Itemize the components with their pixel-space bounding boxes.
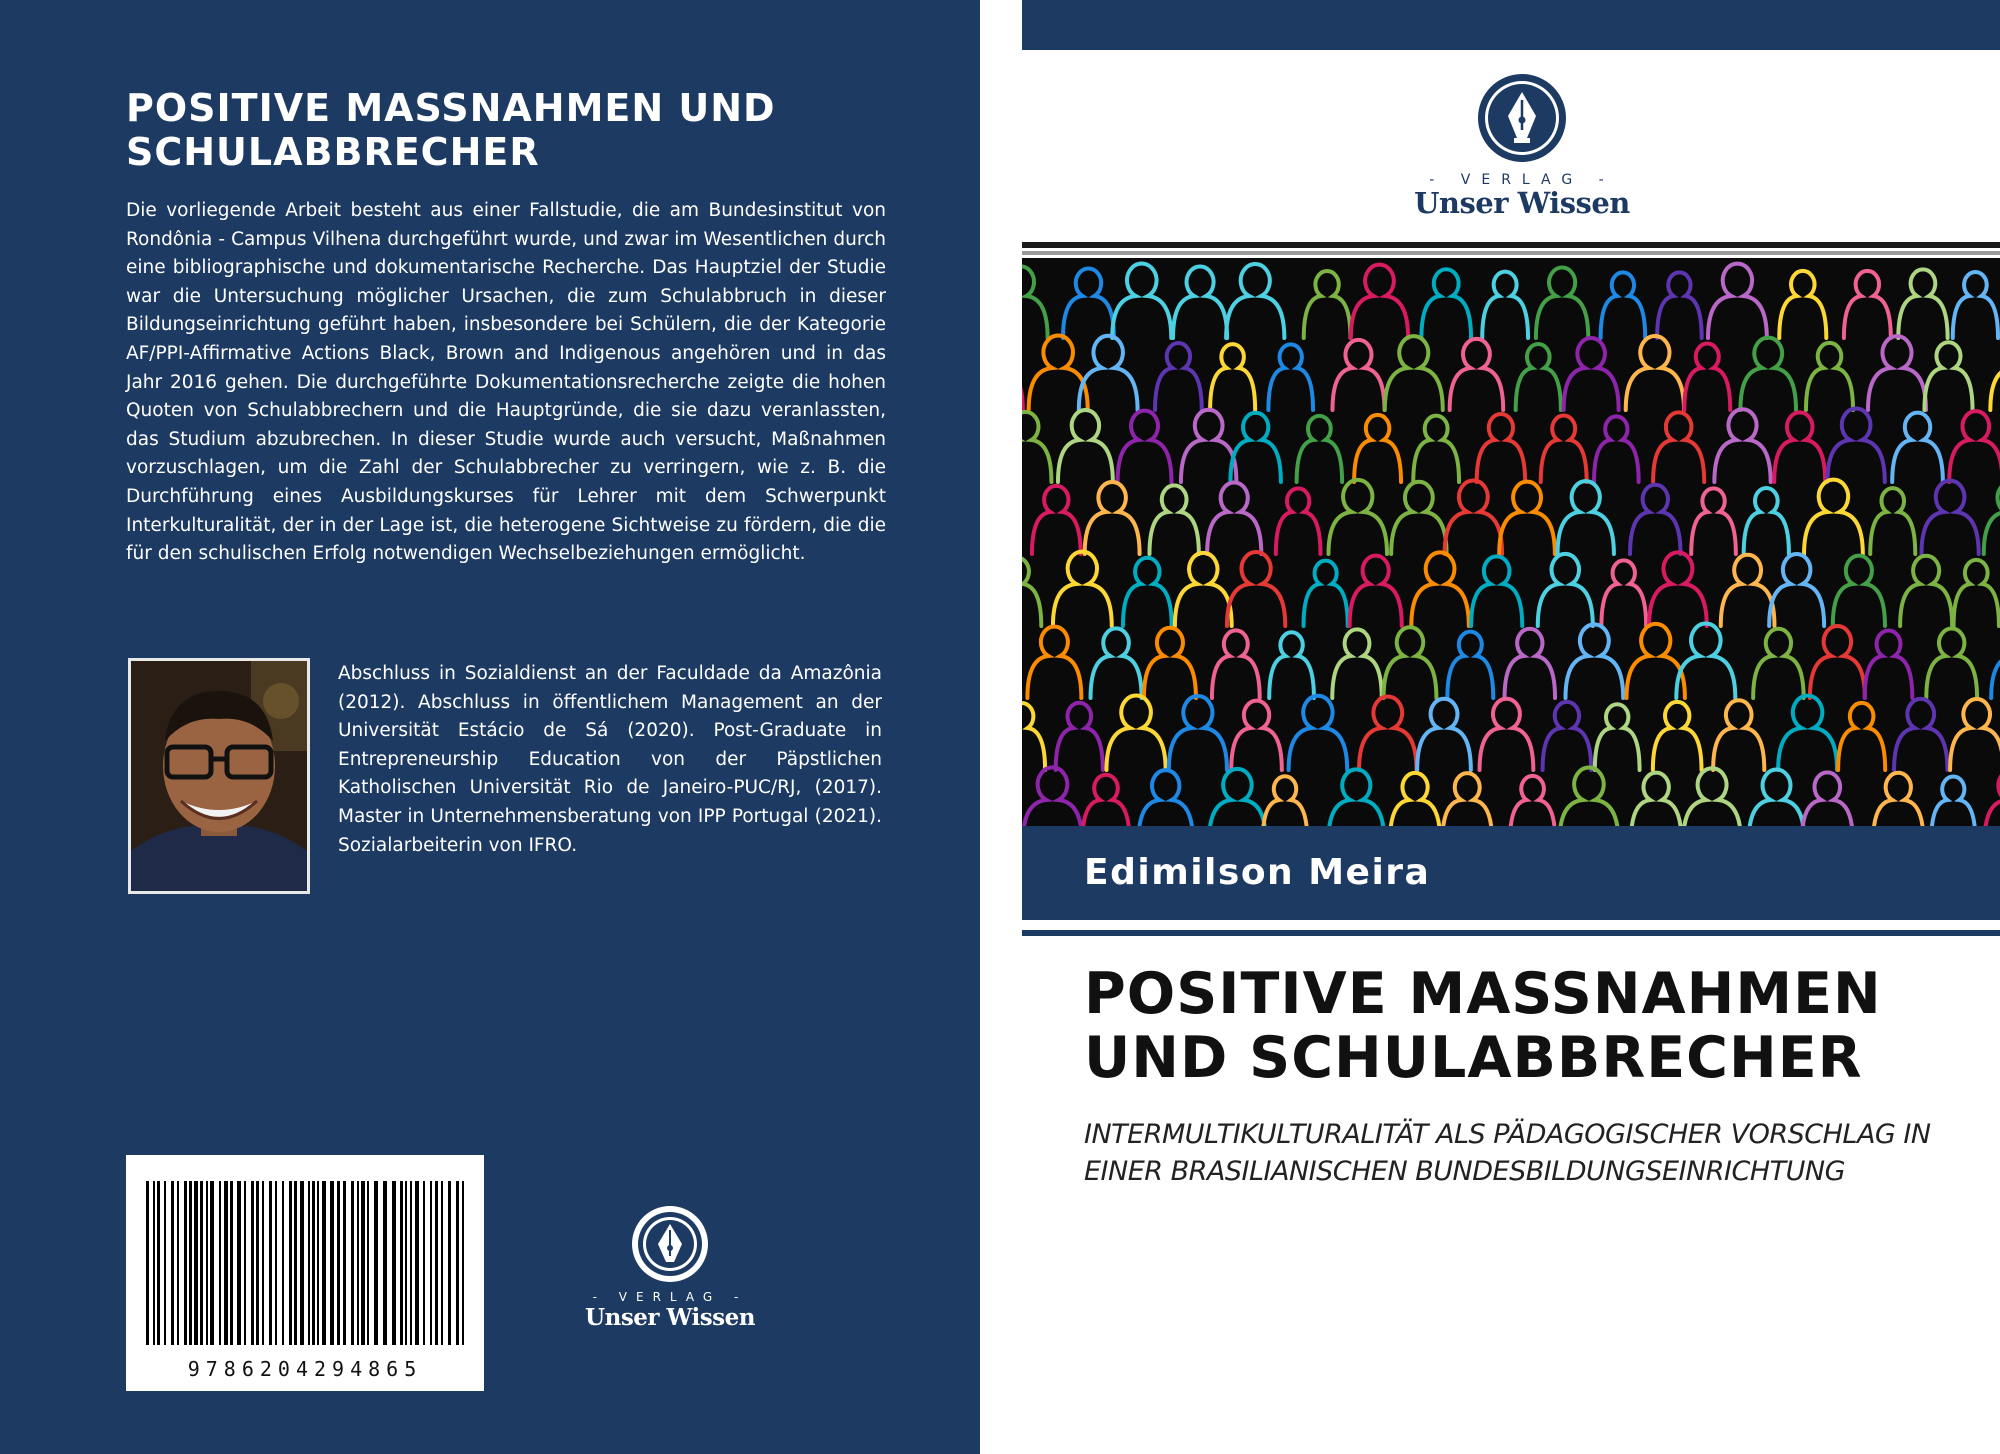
spine (980, 0, 1022, 1454)
crowd-illustration (1022, 258, 2000, 826)
author-bio-text: Abschluss in Sozialdienst an der Faculdade da Amazônia (2012). Abschluss in öffentlichem Management an der Universität Estácio de Sá (2020). Post-Graduate in Entrepreneurship Education von der Päpstlichen Katholischen Universität Rio de Janeiro-PUC/RJ, (2017). Master in Unternehmensberatung von IPP Portugal (2021). Sozialarbeiterin von IFRO. (338, 663, 882, 856)
front-publisher-logo (1372, 72, 1672, 220)
front-cover-title: POSITIVE MASSNAHMEN UND SCHULABBRECHER (1084, 961, 1882, 1091)
front-publisher-name: Unser Wissen (1414, 186, 1630, 220)
back-cover (0, 0, 980, 1454)
barcode-icon (126, 1155, 484, 1391)
publisher-name: Unser Wissen (585, 1304, 755, 1331)
pen-nib-seal-icon (630, 1204, 710, 1284)
isbn-number: 9786204294865 (187, 1357, 423, 1381)
author-portrait-image (131, 661, 307, 891)
front-cover-subtitle: INTERMULTIKULTURALITÄT ALS PÄDAGOGISCHER VORSCHLAG IN EINER BRASILIANISCHEN BUNDESBILDUNGSEINRICHTUNG (1084, 1119, 1931, 1187)
front-cover (1022, 0, 2000, 1454)
top-bar (1022, 0, 2000, 50)
back-cover-title: POSITIVE MASSNAHMEN UND SCHULABBRECHER (126, 86, 776, 174)
pen-nib-logo-icon (1476, 72, 1568, 164)
isbn-barcode (126, 1155, 484, 1391)
colorful-people-outline-image (1022, 258, 2000, 826)
publisher-verlag-text: - VERLAG - (592, 1290, 748, 1304)
front-verlag-text: - VERLAG - (1429, 172, 1615, 188)
author-band (1022, 826, 2000, 920)
author-name: Edimilson Meira (1084, 852, 1431, 893)
back-publisher-logo (580, 1204, 760, 1331)
abstract-text: Die vorliegende Arbeit besteht aus einer Fallstudie, die am Bundesinstitut von Rondônia - Campus Vilhena durchgeführt wurde, und zwar im Wesentlichen durch eine bibliographische und dokumentarische Recherche. Das Hauptziel der Studie war die Untersuchung möglicher Ursachen, die zum Schulabbruch in dieser Bildungseinrichtung geführt haben, insbesondere bei Schülern, die der Kategorie AF/PPI-Affirmative Actions Black, Brown and Indigenous angehören und in das Jahr 2016 gehen. Die durchgeführte Dokumentationsrecherche zeigte die hohen Quoten von Schulabbrechern und die Hauptgründe, die sie dazu veranlassten, das Studium abzubrechen. In dieser Studie wurde auch versucht, Maßnahmen vorzuschlagen, um die Zahl der Schulabbrecher zu verringern, wie z. B. die Durchführung eines Ausbildungskurses für Lehrer mit dem Schwerpunkt Interkulturalität, der in der Lage ist, die heterogene Sichtweise zu fördern, die die für den schulischen Erfolg notwendigen Wechselbeziehungen ermöglicht. (126, 200, 886, 565)
band-divider (1022, 930, 2000, 936)
author-photo (128, 658, 310, 894)
